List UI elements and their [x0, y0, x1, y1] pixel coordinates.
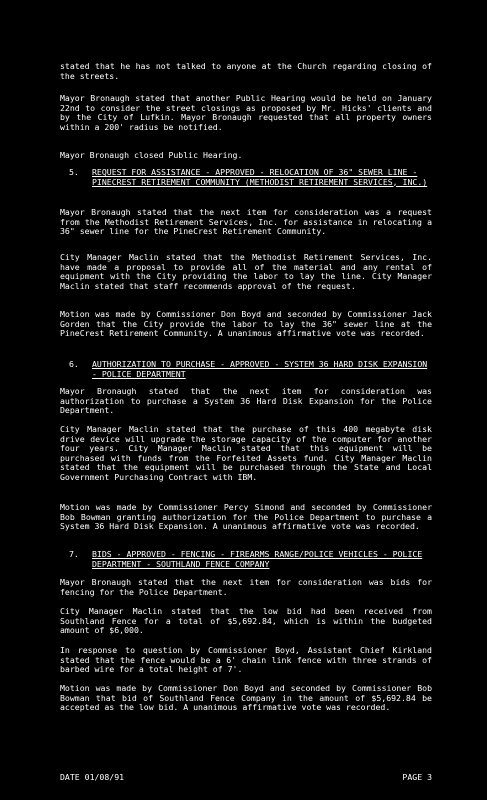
paragraph-7: Mayor Bronaugh stated that the next item for consideration was authorization to purchase a System 36 Hard Disk Expansion for the Police Department.	[60, 386, 432, 416]
paragraph-2: Mayor Bronaugh stated that another Public Hearing would be held on January 22nd to consider the street closings as proposed by Mr. Hicks' clients and by the City of Lufkin. Mayor Bronaugh requested that all property owners within a 200' radius be notified.	[60, 93, 432, 132]
agenda-item-7	[60, 550, 432, 569]
item-number: 6.	[69, 359, 79, 369]
paragraph-13: Motion was made by Commissioner Don Boyd and seconded by Commissioner Bob Bowman that bid of Southland Fence Company in the amount of $5,692.84 be accepted as the low bid. A unanimous affirmative vote was recorded.	[60, 683, 432, 713]
item-title: REQUEST FOR ASSISTANCE - APPROVED - RELOCATION OF 36" SEWER LINE - PINECREST RETIREMENT COMMUNITY (METHODIST RETIREMENT SERVICES, INC.)	[92, 167, 428, 187]
paragraph-4: Mayor Bronaugh stated that the next item for consideration was a request from the Methodist Retirement Services, Inc. for assistance in relocating a 36" sewer line for the PineCrest Retirement Community.	[60, 207, 432, 237]
paragraph-3: Mayor Bronaugh closed Public Hearing.	[60, 150, 243, 160]
paragraph-12: In response to question by Commissioner Boyd, Assistant Chief Kirkland stated that the fence would be a 6' chain link fence with three strands of barbed wire for a total height of 7'.	[60, 645, 432, 675]
paragraph-10: Mayor Bronaugh stated that the next item for consideration was bids for fencing for the Police Department.	[60, 577, 432, 597]
paragraph-8: City Manager Maclin stated that the purchase of this 400 megabyte disk drive device will upgrade the storage capacity of the computer for another four years. City Manager Maclin stated that this equipment will be purchased with funds from the Forfeited Assets fund. City Manager Maclin stated that the equipment will be purchased through the State and Local Government Purchasing Contract with IBM.	[60, 424, 432, 482]
paragraph-9: Motion was made by Commissioner Percy Simond and seconded by Commissioner Bob Bowman granting authorization for the Police Department to purchase a System 36 Hard Disk Expansion. A unanimous affirmative vote was recorded.	[60, 502, 432, 532]
footer-date: DATE 01/08/91	[60, 772, 125, 782]
footer-page-number: PAGE 3	[402, 772, 432, 782]
paragraph-5: City Manager Maclin stated that the Methodist Retirement Services, Inc. have made a proposal to provide all of the material and any rental of equipment with the City providing the labor to lay the line. City Manager Maclin stated that staff recommends approval of the request.	[60, 252, 432, 291]
item-title: BIDS - APPROVED - FENCING - FIREARMS RANGE/POLICE VEHICLES - POLICE DEPARTMENT - SOUTHLAND FENCE COMPANY	[92, 549, 423, 569]
paragraph-1: stated that he has not talked to anyone at the Church regarding closing of the streets.	[60, 61, 432, 81]
paragraph-11: City Manager Maclin stated that the low bid had been received from Southland Fence for a total of $5,692.84, which is within the budgeted amount of $6,000.	[60, 606, 432, 636]
agenda-item-6	[60, 360, 432, 379]
item-title: AUTHORIZATION TO PURCHASE - APPROVED - SYSTEM 36 HARD DISK EXPANSION - POLICE DEPARTMENT	[92, 359, 428, 379]
item-number: 5.	[69, 167, 79, 177]
item-number: 7.	[69, 549, 79, 559]
paragraph-6: Motion was made by Commissioner Don Boyd and seconded by Commissioner Jack Gorden that the City provide the labor to lay the 36" sewer line at the PineCrest Retirement Community. A unanimous affirmative vote was recorded.	[60, 309, 432, 339]
agenda-item-5	[60, 168, 432, 187]
